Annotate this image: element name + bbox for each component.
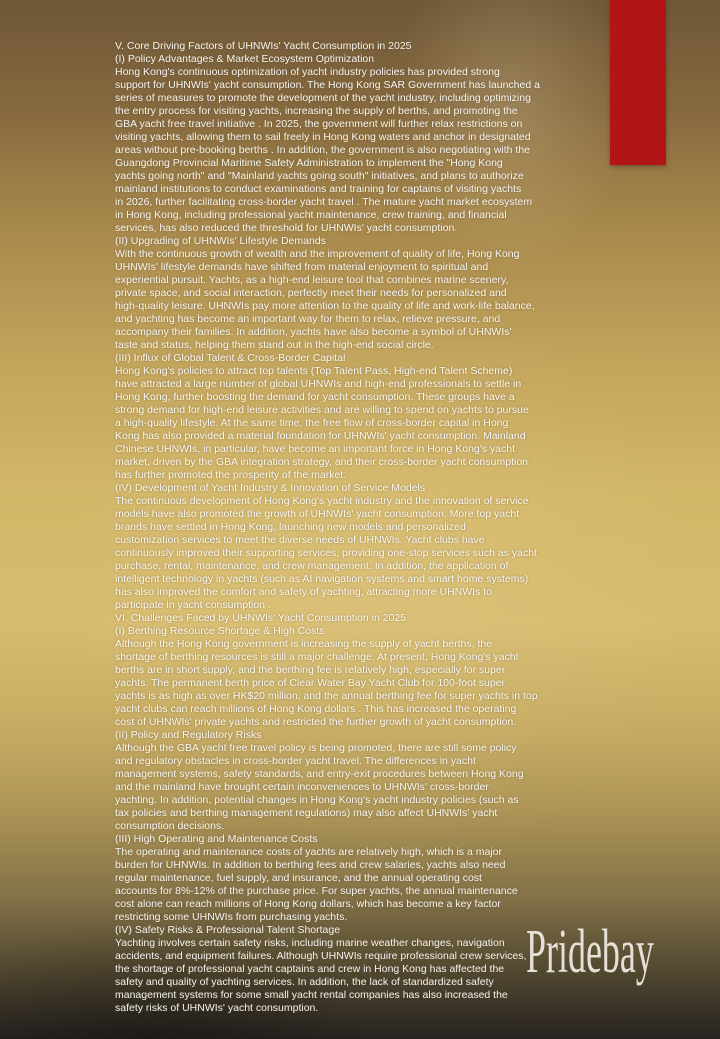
text-line: Kong has also provided a material foundation for UHNWIs' yacht consumption. Mainland <box>115 430 526 442</box>
text-line: and yachting has become an important way for them to relax, relieve pressure, and <box>115 313 501 325</box>
text-line: areas without pre-booking berths . In addition, the government is also negotiating with the <box>115 144 531 156</box>
text-line: Hong Kong's policies to attract top talents (Top Talent Pass, High-end Talent Scheme) <box>115 365 513 377</box>
text-line: Hong Kong's continuous optimization of yacht industry policies has provided strong <box>115 66 500 78</box>
text-line: market, driven by the GBA integration strategy, and their cross-border yacht consumption <box>115 456 529 468</box>
text-line: (I) Berthing Resource Shortage & High Costs <box>115 625 325 637</box>
text-line: services, has also reduced the threshold for UHNWIs' yacht consumption. <box>115 222 458 234</box>
text-line: Although the Hong Kong government is increasing the supply of yacht berths, the <box>115 638 493 650</box>
text-line: yachts. The permanent berth price of Clear Water Bay Yacht Club for 100-foot super <box>115 677 506 689</box>
text-line: experiential pursuit. Yachts, as a high-end leisure tool that combines marine scenery, <box>115 274 509 286</box>
text-line: the entry process for visiting yachts, increasing the supply of berths, and promoting the <box>115 105 518 117</box>
text-line: management systems for some small yacht rental companies has also increased the <box>115 989 508 1001</box>
text-line: yachts is as high as over HK$20 million, and the annual berthing fee for super yachts in top <box>115 690 538 702</box>
text-line: shortage of berthing resources is still a major challenge. At present, Hong Kong's yacht <box>115 651 519 663</box>
watermark-pridebay: Pridebay <box>526 918 654 986</box>
text-line: yachts going north" and "Mainland yachts going south" initiatives, and plans to authorize <box>115 170 524 182</box>
text-line: cost alone can reach millions of Hong Kong dollars, which has become a key factor <box>115 898 501 910</box>
text-line: With the continuous growth of wealth and the improvement of quality of life, Hong Kong <box>115 248 520 260</box>
text-line: restricting some UHNWIs from purchasing yachts. <box>115 911 348 923</box>
text-line: in Hong Kong, including professional yacht maintenance, crew training, and financial <box>115 209 507 221</box>
text-line: Hong Kong, further boosting the demand for yacht consumption. These groups have a <box>115 391 515 403</box>
text-line: GBA yacht free travel initiative . In 2025, the government will further relax restrictions on <box>115 118 523 130</box>
text-line: in 2026, further facilitating cross-border yacht travel . The mature yacht market ecosystem <box>115 196 533 208</box>
text-line: (II) Upgrading of UHNWIs' Lifestyle Demands <box>115 235 326 247</box>
text-line: have attracted a large number of global UHNWIs and high-end professionals to settle in <box>115 378 522 390</box>
text-line: accompany their families. In addition, yachts have also become a symbol of UHNWIs' <box>115 326 512 338</box>
text-line: tax policies and berthing management regulations) may also affect UHNWIs' yacht <box>115 807 498 819</box>
text-line: (III) High Operating and Maintenance Costs <box>115 833 318 845</box>
text-line: safety risks of UHNWIs' yacht consumption. <box>115 1002 319 1014</box>
text-line: (IV) Development of Yacht Industry & Innovation of Service Models <box>115 482 426 494</box>
text-line: intelligent technology in yachts (such as AI navigation systems and smart home systems) <box>115 573 529 585</box>
text-line: (II) Policy and Regulatory Risks <box>115 729 262 741</box>
text-line: accounts for 8%-12% of the purchase price. For super yachts, the annual maintenance <box>115 885 518 897</box>
text-line: and regulatory obstacles in cross-border yacht travel. The differences in yacht <box>115 755 476 767</box>
text-line: Yachting involves certain safety risks, including marine weather changes, navigation <box>115 937 505 949</box>
text-line: Guangdong Provincial Maritime Safety Administration to implement the "Hong Kong <box>115 157 503 169</box>
text-line: yachting. In addition, potential changes in Hong Kong's yacht industry policies (such as <box>115 794 519 806</box>
text-line: and the mainland have brought certain inconveniences to UHNWIs' cross-border <box>115 781 489 793</box>
text-line: models have also promoted the growth of UHNWIs' yacht consumption. More top yacht <box>115 508 520 520</box>
text-line: (I) Policy Advantages & Market Ecosystem Optimization <box>115 53 375 65</box>
text-line: VI. Challenges Faced by UHNWIs' Yacht Consumption in 2025 <box>115 612 407 624</box>
text-line: mainland institutions to conduct examinations and training for captains of visiting yachts <box>115 183 522 195</box>
text-line: Although the GBA yacht free travel policy is being promoted, there are still some policy <box>115 742 517 754</box>
text-line: visiting yachts, allowing them to sail freely in Hong Kong waters and anchor in designated <box>115 131 531 143</box>
text-line: consumption decisions. <box>115 820 225 832</box>
text-line: cost of UHNWIs' private yachts and restricted the further growth of yacht consumption. <box>115 716 517 728</box>
text-line: yacht clubs can reach millions of Hong Kong dollars . This has increased the operating <box>115 703 517 715</box>
text-line: strong demand for high-end leisure activities and are willing to spend on yachts to pursue <box>115 404 529 416</box>
text-line: support for UHNWIs' yacht consumption. The Hong Kong SAR Government has launched a <box>115 79 540 91</box>
text-line: has also improved the comfort and safety of yachting, attracting more UHNWIs to <box>115 586 492 598</box>
text-line: Chinese UHNWIs, in particular, have become an important force in Hong Kong's yacht <box>115 443 516 455</box>
text-line: a high-quality lifestyle. At the same time, the free flow of cross-border capital in Hong <box>115 417 509 429</box>
text-line: berths are in short supply, and the berthing fee is relatively high, especially for super <box>115 664 506 676</box>
text-line: taste and status, helping them stand out in the high-end social circle. <box>115 339 434 351</box>
text-line: participate in yacht consumption . <box>115 599 271 611</box>
text-line: series of measures to promote the development of the yacht industry, including optimizing <box>115 92 531 104</box>
text-line: private space, and social interaction, perfectly meet their needs for personalized and <box>115 287 507 299</box>
text-line: the shortage of professional yacht captains and crew in Hong Kong has affected the <box>115 963 505 975</box>
text-line: regular maintenance, fuel supply, and insurance, and the annual operating cost <box>115 872 482 884</box>
text-line: safety and quality of yachting services. In addition, the lack of standardized safety <box>115 976 494 988</box>
text-line: purchase, rental, maintenance, and crew management. In addition, the application of <box>115 560 509 572</box>
text-line: The operating and maintenance costs of yachts are relatively high, which is a major <box>115 846 502 858</box>
text-line: management systems, safety standards, and entry-exit procedures between Hong Kong <box>115 768 524 780</box>
text-line: has further promoted the prosperity of the market. <box>115 469 347 481</box>
text-line: V. Core Driving Factors of UHNWIs' Yacht Consumption in 2025 <box>115 40 412 52</box>
text-line: brands have settled in Hong Kong, launching new models and personalized <box>115 521 466 533</box>
text-line: burden for UHNWIs. In addition to berthing fees and crew salaries, yachts also need <box>115 859 506 871</box>
text-line: high-quality leisure. UHNWIs pay more attention to the quality of life and work-life balance, <box>115 300 535 312</box>
text-line: accidents, and equipment failures. Although UHNWIs require professional crew services, <box>115 950 527 962</box>
text-line: UHNWIs' lifestyle demands have shifted from material enjoyment to spiritual and <box>115 261 489 273</box>
document-text <box>115 40 620 1015</box>
text-line: (III) Influx of Global Talent & Cross-Border Capital <box>115 352 346 364</box>
text-line: The continuous development of Hong Kong's yacht industry and the innovation of service <box>115 495 529 507</box>
text-line: (IV) Safety Risks & Professional Talent Shortage <box>115 924 341 936</box>
text-line: continuously improved their supporting services, providing one-stop services such as yacht <box>115 547 537 559</box>
text-line: customization services to meet the diverse needs of UHNWIs. Yacht clubs have <box>115 534 485 546</box>
